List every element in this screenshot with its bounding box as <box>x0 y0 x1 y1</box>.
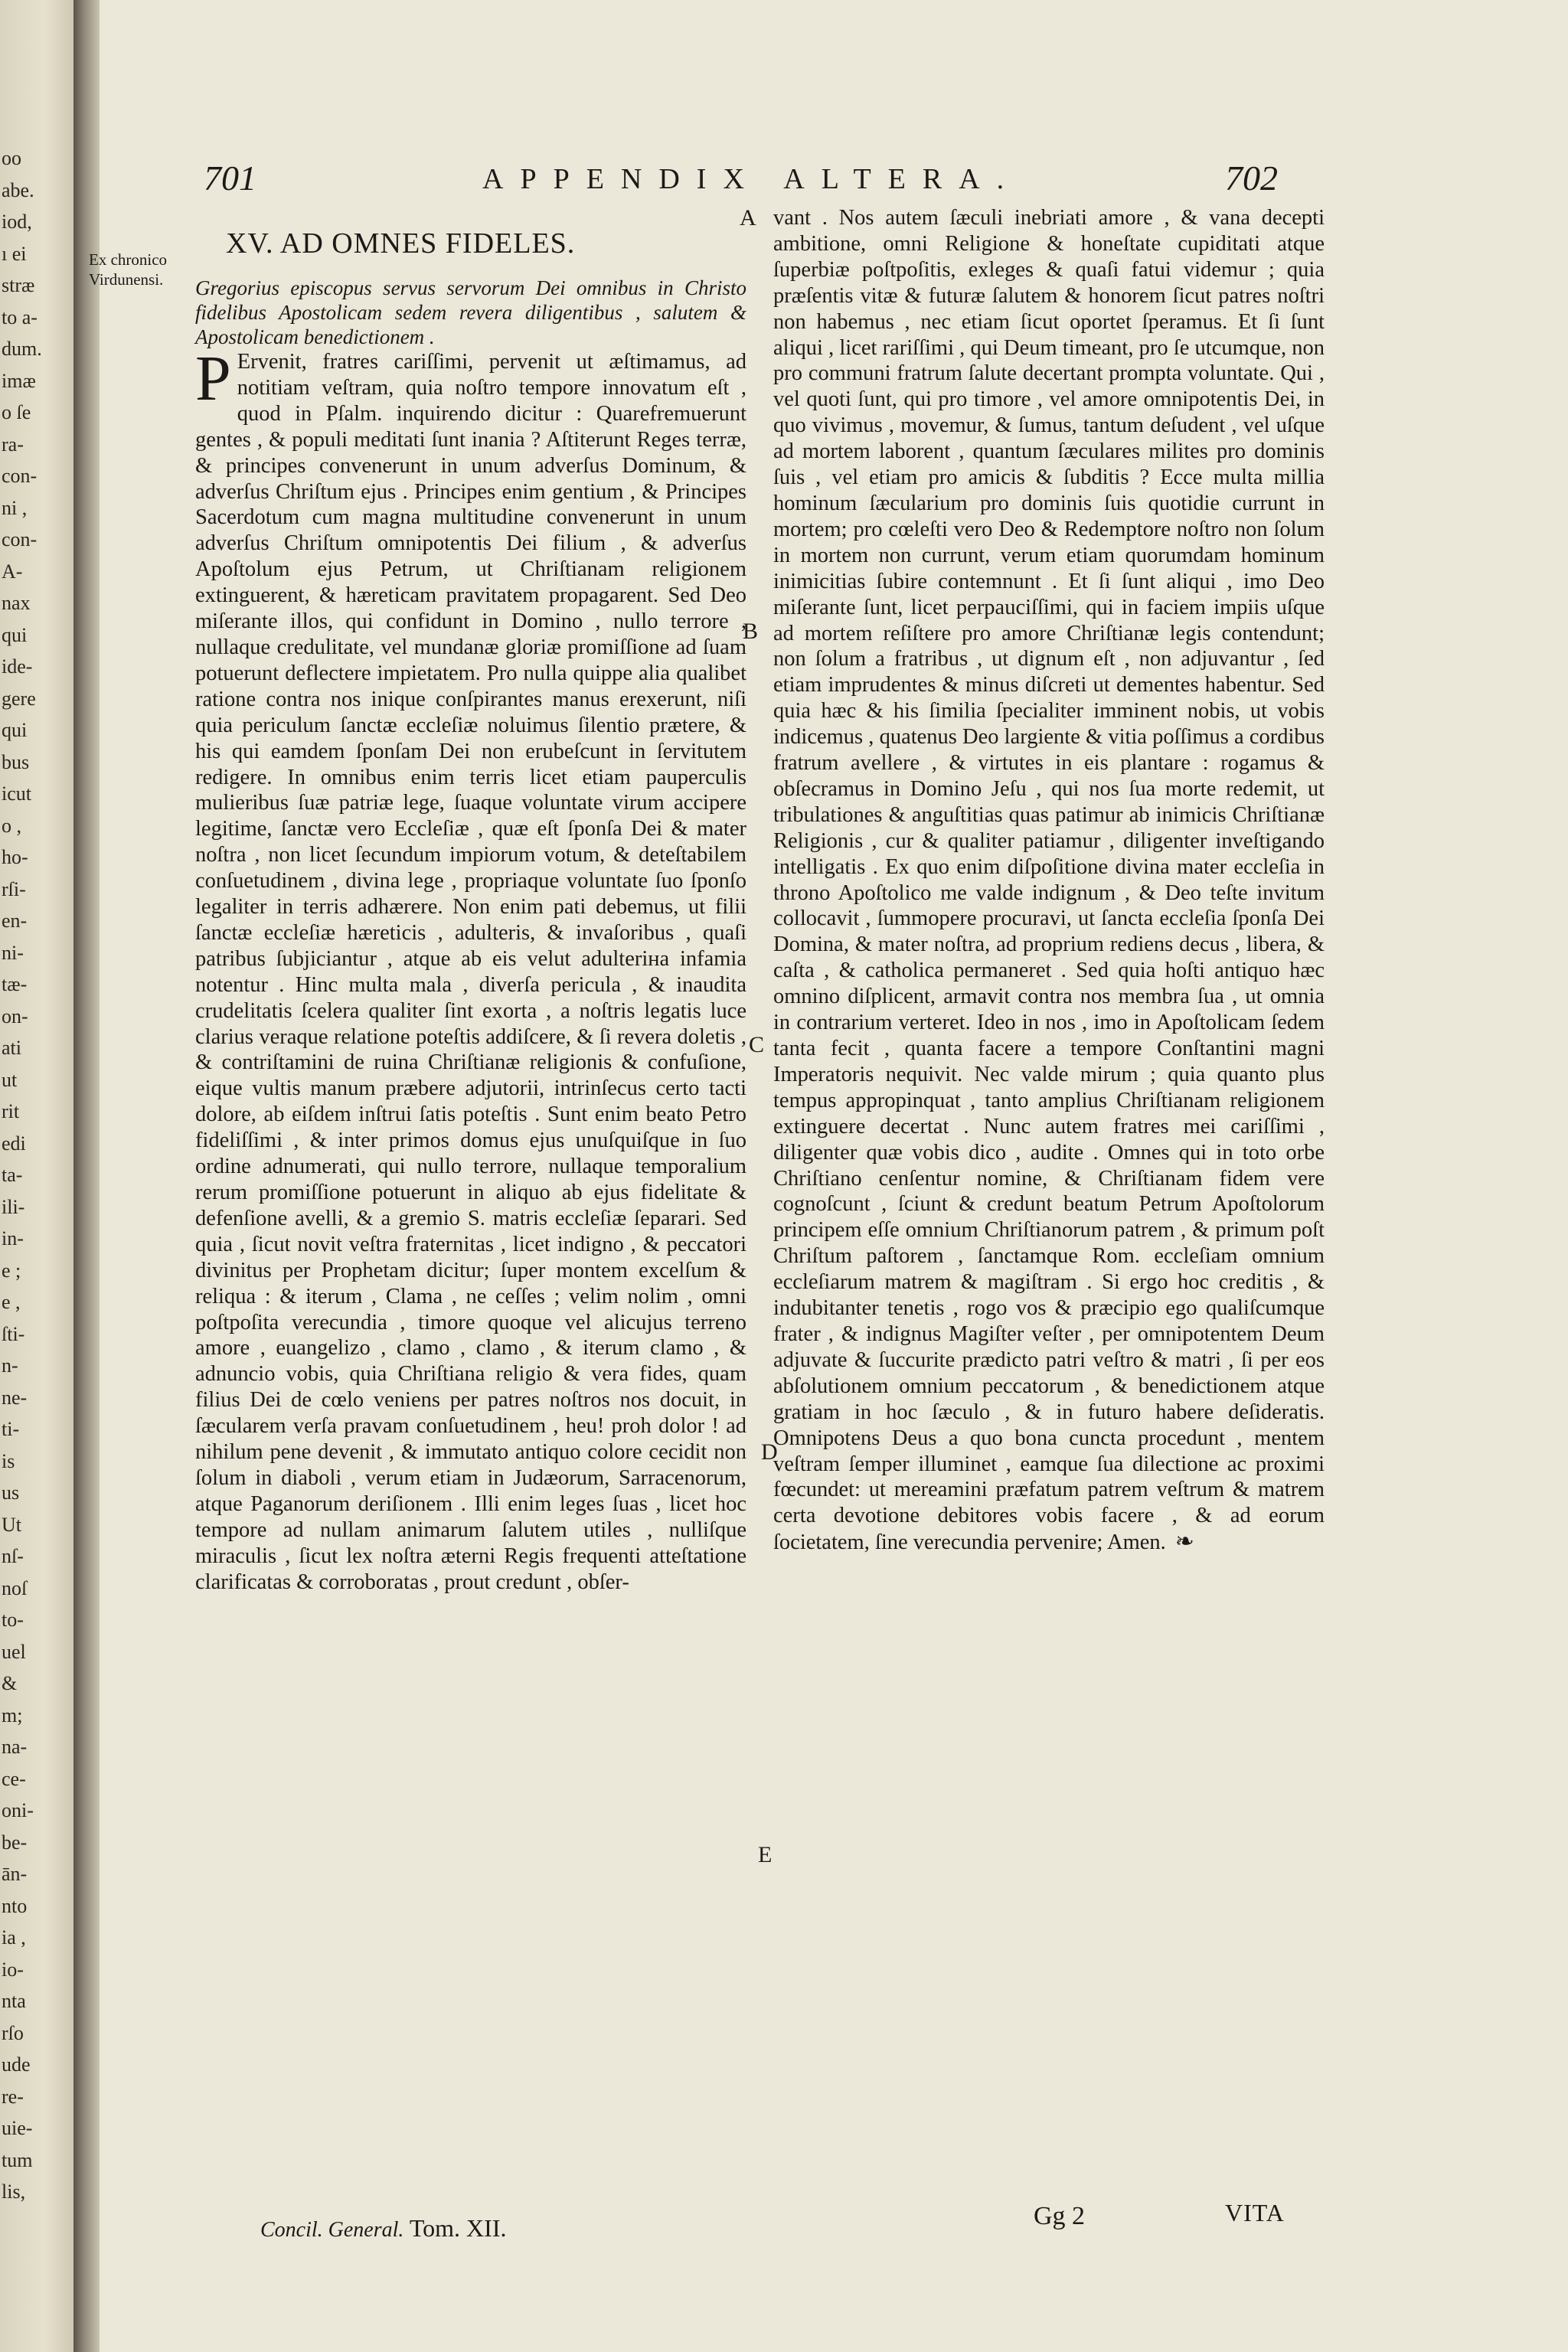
margin-letter-b: B <box>743 619 759 644</box>
facing-page-fragment: on- <box>2 1004 28 1027</box>
facing-page-fragment: na- <box>2 1736 28 1758</box>
facing-page-fragment: ſti- <box>2 1322 25 1345</box>
volume-number: Tom. XII. <box>409 2214 507 2242</box>
facing-page-fragment: gere <box>2 687 36 710</box>
facing-page-fragment: con- <box>2 465 38 487</box>
facing-page-fragment: ili- <box>2 1195 25 1218</box>
facing-page-fragment: bus <box>2 750 30 773</box>
signature-mark: Gg 2 <box>1034 2202 1086 2230</box>
facing-page-edge <box>0 0 74 2352</box>
facing-page-fragment: n- <box>2 1354 18 1377</box>
facing-page-fragment: iod, <box>2 211 32 233</box>
fleuron-ornament-icon: ❧ <box>1174 1529 1194 1555</box>
right-column-text <box>773 205 1325 1556</box>
facing-page-fragment: A- <box>2 560 23 583</box>
facing-page-fragment: re- <box>2 2085 24 2108</box>
facing-page-fragment: be- <box>2 1831 28 1854</box>
facing-page-fragment: rſi- <box>2 877 26 900</box>
facing-page-fragment: in- <box>2 1227 24 1250</box>
book-gutter <box>74 0 100 2352</box>
running-title: APPENDIX ALTERA. <box>482 163 1021 195</box>
facing-page-fragment: nto <box>2 1894 28 1917</box>
facing-page-fragment: stræ <box>2 274 35 296</box>
facing-page-fragment: ta- <box>2 1164 23 1186</box>
facing-page-fragment: nta <box>2 1990 26 2012</box>
facing-page-fragment: o ſe <box>2 401 31 423</box>
facing-page-fragment: ti- <box>2 1418 20 1440</box>
volume-footer <box>260 2214 506 2243</box>
margin-letter-e: E <box>758 1842 773 1867</box>
margin-source-note: Ex chronico Virdunensi. <box>89 250 168 289</box>
facing-page-fragment: tæ- <box>2 973 28 995</box>
facing-page-fragment: qui <box>2 719 28 741</box>
facing-page-fragment: dum. <box>2 338 42 360</box>
facing-page-fragment: m; <box>2 1704 23 1726</box>
facing-page-fragment: is <box>2 1449 15 1472</box>
facing-page-fragment: ide- <box>2 655 33 678</box>
facing-page-fragment: to a- <box>2 305 38 328</box>
facing-page-fragment: rit <box>2 1100 20 1122</box>
facing-page-fragment: nax <box>2 592 31 614</box>
article-title: XV. AD OMNES FIDELES. <box>226 227 576 260</box>
facing-page-fragment: ia , <box>2 1926 26 1949</box>
facing-page-fragment: nſ- <box>2 1545 24 1567</box>
facing-page-fragment: o , <box>2 814 21 837</box>
page-number-right: 702 <box>1225 158 1278 198</box>
facing-page-fragment: oo <box>2 147 21 169</box>
salutation: Gregorius episcopus servus servorum Dei omnibus in Christo fidelibus Apostolicam sedem revera diligentibus , salutem & Apostolicam benedictionem . <box>195 276 746 348</box>
facing-page-fragment: abe. <box>2 178 34 201</box>
facing-page-fragment: ho- <box>2 846 28 868</box>
facing-page-fragment: ı ei <box>2 242 27 265</box>
facing-page-fragment: imæ <box>2 369 36 392</box>
left-column <box>195 227 746 1596</box>
facing-page-fragment: icut <box>2 782 31 805</box>
facing-page-fragment: ce- <box>2 1767 26 1790</box>
margin-letter-a: A <box>740 205 756 230</box>
right-column <box>773 205 1325 1556</box>
facing-page-fragment: us <box>2 1481 20 1504</box>
facing-page-fragment: & <box>2 1672 18 1694</box>
facing-page-fragment: ati <box>2 1037 21 1059</box>
facing-page-fragment: ān- <box>2 1863 28 1885</box>
facing-page-fragment: ut <box>2 1068 18 1091</box>
facing-page-fragment: uel <box>2 1640 26 1663</box>
facing-page-fragment: e ; <box>2 1259 21 1282</box>
facing-page-fragment: ne- <box>2 1386 28 1409</box>
facing-page-fragment: io- <box>2 1958 24 1981</box>
facing-page-fragment: e , <box>2 1291 21 1313</box>
facing-page-fragment: noſ <box>2 1576 28 1599</box>
left-column-body: Ervenit, fratres cariſſimi, pervenit ut æſtimamus, ad notitiam veſtram, quia noſtro tempore innovatum eſt , quod in Pſalm. inquirendo dicitur : Quarefremuerunt gentes , & populi meditati ſunt inania ? Aſtiterunt Reges terræ, & principes convenerunt in unum adverſus Dominum, & adverſus Chriſtum ejus . Principes enim gentium , & Principes Sacerdotum cum magna multitudine convenerunt in unum adverſus Chriſtum omnipotentis Dei filium , & adverſus Apoſtolum ejus Petrum, ut Chriſtianam religionem extinguerent, & hæreticam pravitatem propagarent. Sed Deo miſerante illos, qui confidunt in Domino , nullo terrore , nullaque credulitate, vel mundanæ gloriæ promiſſione ad ſuam potuerunt deflectere impietatem. Pro nulla quippe alia qualibet ratione contra nos inique conſpirantes manus erexerunt, niſi quia periculum ſanctæ eccleſiæ noluimus ſilentio prætere, & his qui eamdem ſponſam Dei non erubeſcunt in ſervitutem redigere. In omnibus enim terris licet etiam pauperculis mulieribus ſuæ patriæ lege, ſuaque voluntate virum accipere legitime, ſanctæ vero Eccleſiæ , quæ eſt ſponſa Dei & mater noſtra , non licet ſecundum impiorum votum, & deteſtabilem conſuetudinem , divina lege , propriaque voluntate ſuo ſponſo legaliter in terris adhærere. Non enim pati debemus, ut filii ſanctæ eccleſiæ hæreticis , adulteris, & invaſoribus , quaſi patribus ſubjiciantur , atque ab eis velut adulteriна infamia notentur . Hinc multa mala , diverſa pericula , & inaudita crudelitatis ſcelera qualiter ſint exorta , a noſtris legatis luce clarius veraque relatione poteſtis addiſcere, & ſi revera doletis , & contriſtamini de ruina Chriſtianæ religionis & confuſione, eique vultis manum præbere adjutorii, intrinſecus certo tacti dolore, ab eiſdem inſtrui ſatis poteſtis . Sunt enim beato Petro fideliſſimi , & inter primos domus ejus unuſquiſque in ſuo ordine adnumerati, qui nullo terrore, nullaque temporalium rerum promiſſione potuerunt in aliquo ab ejus fidelitate & defenſione avelli, & a gremio S. matris eccleſiæ ſeparari. Sed quia , ſicut novit veſtra fraternitas , licet indigno , & peccatori divinitus per Prophetam dicitur; ſuper montem excelſum & reliqua : & iterum , Clama , ne ceſſes ; velim nolim , omni poſtpoſita verecundia , timore quoque vel alicujus terreno amore , euangelizo , clamo , clamo , & iterum clamo , & adnuncio vobis, quia Chriſtiana religio & vera fides, quam filius Dei de cœlo veniens per patres noſtros nos docuit, in ſæcularem verſa pravam conſuetudinem , heu! proh dolor ! ad nihilum pene devenit , & immutato antiquo colore cecidit non ſolum in diaboli , verum etiam in Judæorum, Sarracenorum, atque Paganorum deriſionem . Illi enim leges ſuas , licet hoc tempore ad nullam animarum ſalutem utiles , nulliſque miraculis , ſicut lex noſtra æterni Regis frequenti atteſtatione clarificatas & corroboratas , prout credunt , obſer- <box>195 350 746 1594</box>
facing-page-fragment: con- <box>2 528 38 550</box>
margin-letter-d: D <box>761 1439 778 1465</box>
drop-capital: P <box>195 343 231 414</box>
facing-page-fragment: en- <box>2 910 28 932</box>
margin-letter-c: C <box>749 1032 765 1057</box>
catchword: VITA <box>1225 2199 1285 2226</box>
facing-page-fragment: qui <box>2 623 28 646</box>
facing-page-fragment: oni- <box>2 1799 34 1821</box>
facing-page-fragment: lis, <box>2 2180 26 2203</box>
facing-page-fragment: tum <box>2 2148 33 2171</box>
facing-page-fragment: Ut <box>2 1513 21 1536</box>
facing-page-fragment: ni , <box>2 496 28 519</box>
book-page <box>89 0 1568 2352</box>
volume-title: Concil. General. <box>260 2218 404 2242</box>
left-column-text <box>195 343 746 1596</box>
page-number-left: 701 <box>204 158 256 198</box>
facing-page-fragment: edi <box>2 1132 26 1155</box>
facing-page-fragment: rſo <box>2 2021 24 2044</box>
facing-page-fragment: uie- <box>2 2117 33 2139</box>
facing-page-fragment: ni- <box>2 941 24 964</box>
right-column-body: vant . Nos autem ſæculi inebriati amore , & vana decepti ambitione, omni Religione & honeſtate cupiditati atque ſuperbiæ poſtpoſitis, exleges & quaſi fatui videmur ; quia præſentis vitæ & futuræ ſalutem & honorem ſicut patres noſtri non habemus , nec etiam ſicut oportet ſperamus. Et ſi ſunt aliqui , licet rariſſimi , qui Deum timeant, pro ſe utcumque, non pro communi fratrum ſalute decertant prompta voluntate. Qui , vel quoti ſunt, qui pro timore , vel amore omnipotentis Dei, in quo vivimus , movemur, & ſumus, tantum deſudent , vel uſque ad mortem laborent , quantum ſæculares milites pro dominis ſuis , vel etiam pro amicis & ſubditis ? Ecce multa millia hominum ſæcularium pro dominis ſuis quotidie currunt in mortem; pro cœleſti vero Deo & Redemptore noſtro non ſolum in mortem non currunt, verum etiam quorumdam hominum inimicitias ſubire contemnunt . Et ſi ſunt aliqui , imo Deo miſerante ſunt, licet perpauciſſimi, qui in faciem impiis uſque ad mortem reſiſtere pro amore Chriſtianæ legis contendunt; non ſolum a fratribus , ut dignum eſt , non adjuvantur , ſed etiam imprudentes & minus diſcreti ut dementes habentur. Sed quia hæc & his ſimilia ſpecialiter imminent nobis, ut vobis indicemus , quatenus Deo largiente & vitia poſſimus a cordibus fratrum avellere , & virtutes in eis plantare : rogamus & obſecramus in Domino Jeſu , qui nos ſua morte redemit, ut tribulationes & anguſtitias quas patimur ab inimicis Chriſtianæ Religionis , cur & qualiter patiamur , diligenter inveſtigando intelligatis . Ex quo enim diſpoſitione divina mater eccleſia in throno Apoſtolico me valde indignum , & Deo teſte invitum collocavit , ſummopere procuravi, ut ſancta eccleſia ſponſa Dei Domina, & mater noſtra, ad proprium rediens decus , libera, & caſta , & catholica permaneret . Sed quia hoſti antiquo hæc omnino diſplicent, armavit contra nos membra ſua , ut omnia in contrarium verteret. Ideo in nos , imo in Apoſtolicam ſedem tanta fecit , quanta facere a tempore Conſtantini magni Imperatoris nequivit. Nec valde mirum ; quia quanto plus tempus appropinquat , tanto amplius Chriſtianam religionem extinguere decertat . Nunc autem fratres mei cariſſimi , diligenter quæ vobis dico , audite . Omnes qui in toto orbe Chriſtiano cenſentur nomine, & Chriſtianam fidem vere cognoſcunt , ſciunt & credunt beatum Petrum Apoſtolorum principem eſſe omnium Chriſtianorum patrem , & primum poſt Chriſtum paſtorem , ſanctamque Rom. eccleſiam omnium eccleſiarum matrem & magiſtram . Si ergo hoc creditis , & indubitanter tenetis , rogo vos & præcipio ego qualiſcumque frater , & indignus Magiſter veſter , per omnipotentem Deum adjuvate & ſuccurite prædicto patri veſtro & matri , ſi per eos abſolutionem omnium peccatorum , & benedictionem atque gratiam in hoc ſæculo , & in futuro habere deſideratis. Omnipotens Deus a quo bona cuncta procedunt , mentem veſtram ſemper illuminet , eamque ſua dilectione ac proximi fœcundet: ut mereamini præfatum patrem veſtrum & matrem certa devotione debitores vobis facere , & ad eorum ſocietatem, ſine verecundia pervenire; Amen. <box>773 206 1325 1555</box>
facing-page-fragment: ude <box>2 2053 31 2076</box>
facing-page-fragment: to- <box>2 1609 24 1631</box>
page-header <box>100 153 1568 207</box>
facing-page-fragment: ra- <box>2 433 24 456</box>
